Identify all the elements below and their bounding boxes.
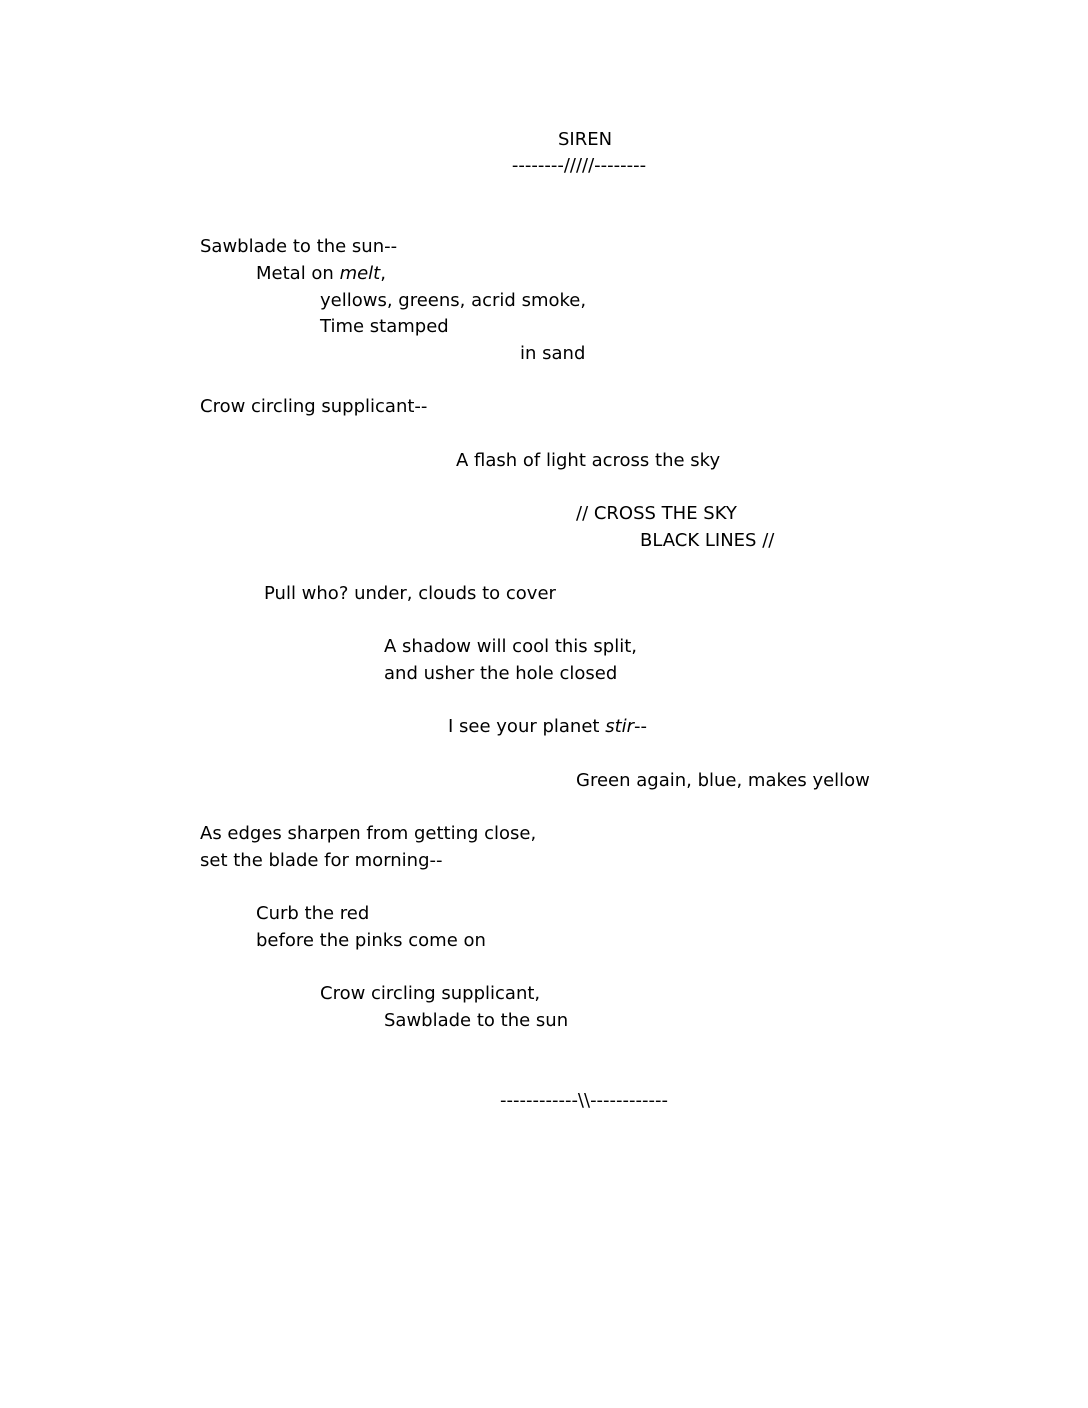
poem-line: A shadow will cool this split, bbox=[384, 636, 637, 657]
poem-line: As edges sharpen from getting close, bbox=[200, 823, 537, 844]
poem-line: Crow circling supplicant-- bbox=[200, 396, 428, 417]
poem-line: Crow circling supplicant, bbox=[320, 983, 541, 1004]
poem-line: and usher the hole closed bbox=[384, 663, 618, 684]
poem-line: Sawblade to the sun-- bbox=[200, 236, 398, 257]
poem-line: before the pinks come on bbox=[256, 930, 486, 951]
poem-line: in sand bbox=[520, 343, 586, 364]
poem-title: SIREN bbox=[557, 129, 613, 150]
poem-line: // CROSS THE SKY bbox=[576, 503, 737, 524]
poem-line: set the blade for morning-- bbox=[200, 850, 443, 871]
poem-line: Time stamped bbox=[320, 316, 449, 337]
poem-line: Metal on melt, bbox=[256, 263, 386, 284]
poem-line: BLACK LINES // bbox=[640, 530, 775, 551]
poem-line: Green again, blue, makes yellow bbox=[576, 770, 870, 791]
poem-line: A flash of light across the sky bbox=[456, 450, 721, 471]
poem-line: yellows, greens, acrid smoke, bbox=[320, 290, 587, 311]
poem-line: I see your planet stir-- bbox=[448, 716, 648, 737]
poem-line: Curb the red bbox=[256, 903, 370, 924]
poem-line: Sawblade to the sun bbox=[384, 1010, 569, 1031]
italic-word: melt bbox=[339, 263, 381, 284]
italic-word: stir bbox=[605, 716, 635, 737]
bottom-divider: ------------\\------------ bbox=[499, 1090, 669, 1111]
poem-line: Pull who? under, clouds to cover bbox=[264, 583, 556, 604]
top-divider: --------/////-------- bbox=[511, 155, 647, 176]
